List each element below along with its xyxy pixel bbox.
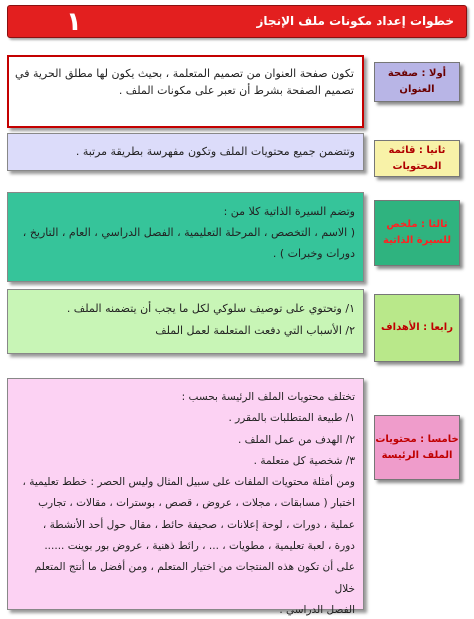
text-line: ٢/ الأسباب التي دفعت المتعلمة لعمل الملف <box>155 324 355 337</box>
text-line: اختبار ( مسابقات ، مجلات ، عروض ، قصص ، بوسترات ، مقالات ، تجارب <box>38 497 355 510</box>
section-content-goals <box>7 289 364 354</box>
section-label-text: للسيرة الذاتية <box>383 235 451 246</box>
section-label-cv <box>374 200 460 266</box>
page-title: خطوات إعداد مكونات ملف الإنجاز <box>256 14 454 28</box>
section-label-text: أولا : صفحة العنوان <box>387 68 447 95</box>
section-label-title-page <box>374 62 460 102</box>
section-label-text: رابعا : الأهداف <box>381 322 453 333</box>
section-label-contents <box>374 140 460 177</box>
section-label-text: ثالثا : ملخص <box>386 219 448 230</box>
text-line: وتتضمن جميع محتويات الملف وتكون مفهرسة بطريقة مرتبة . <box>75 145 355 158</box>
text-line: وتضم السيرة الذاتية كلا من : <box>223 205 355 218</box>
section-text <box>14 298 355 342</box>
section-content-cv <box>7 192 364 282</box>
text-line: على أن تكون هذه المنتجات من اختيار المتعلم ، ومن أفضل ما أنتج المتعلم خلال <box>34 561 355 595</box>
text-line: ومن أمثلة محتويات الملفات على سبيل المثال وليس الحصر : خطط تعليمية ، <box>22 476 355 489</box>
section-label-text: ثانيا : قائمة المحتويات <box>388 144 446 172</box>
section-label-goals <box>374 294 460 362</box>
section-content-contents <box>7 133 364 171</box>
section-content-main-contents <box>7 378 364 616</box>
text-line: ( الاسم ، التخصص ، المرحلة التعليمية ، الفصل الدراسي ، العام ، التاريخ ، <box>22 226 355 239</box>
text-line: ٢/ الهدف من عمل الملف . <box>238 433 355 446</box>
section-text <box>15 65 354 99</box>
section-label-text: الملف الرئيسة <box>381 449 453 461</box>
text-line: الفصل الدراسي . <box>279 603 355 616</box>
text-line: ١/ وتحتوي على توصيف سلوكي لكل ما يجب أن يتضمنه الملف . <box>66 302 355 315</box>
text-line: تختلف محتويات الملف الرئيسة بحسب : <box>181 391 355 403</box>
section-text <box>14 143 355 160</box>
section-label-main-contents <box>374 415 460 480</box>
text-line: ٣/ شخصية كل متعلمة . <box>253 454 355 467</box>
section-text <box>14 201 355 264</box>
page-number: ١ <box>66 7 82 37</box>
text-line: تصميم الصفحة بشرط أن تعبر على مكونات الملف . <box>118 84 354 97</box>
section-text <box>14 387 355 619</box>
text-line: تكون صفحة العنوان من تصميم المتعلمة ، بحيث يكون لها مطلق الحرية في <box>15 67 354 80</box>
text-line: ١/ طبيعة المتطلبات بالمقرر . <box>228 412 355 425</box>
text-line: عملية ، دورات ، لوحة إعلانات ، صحيفة حائط ، مقال حول أحد الأنشطة ، <box>42 518 355 531</box>
text-line: دورات وخبرات ) . <box>272 247 355 260</box>
page-header <box>7 5 467 38</box>
section-content-title-page <box>7 55 364 128</box>
text-line: دورة ، لعبة تعليمية ، مطويات ، ... ، رائط ذهنية ، عروض بور بوينت ...... <box>44 540 355 553</box>
section-label-text: خامسا : محتويات <box>375 433 459 445</box>
